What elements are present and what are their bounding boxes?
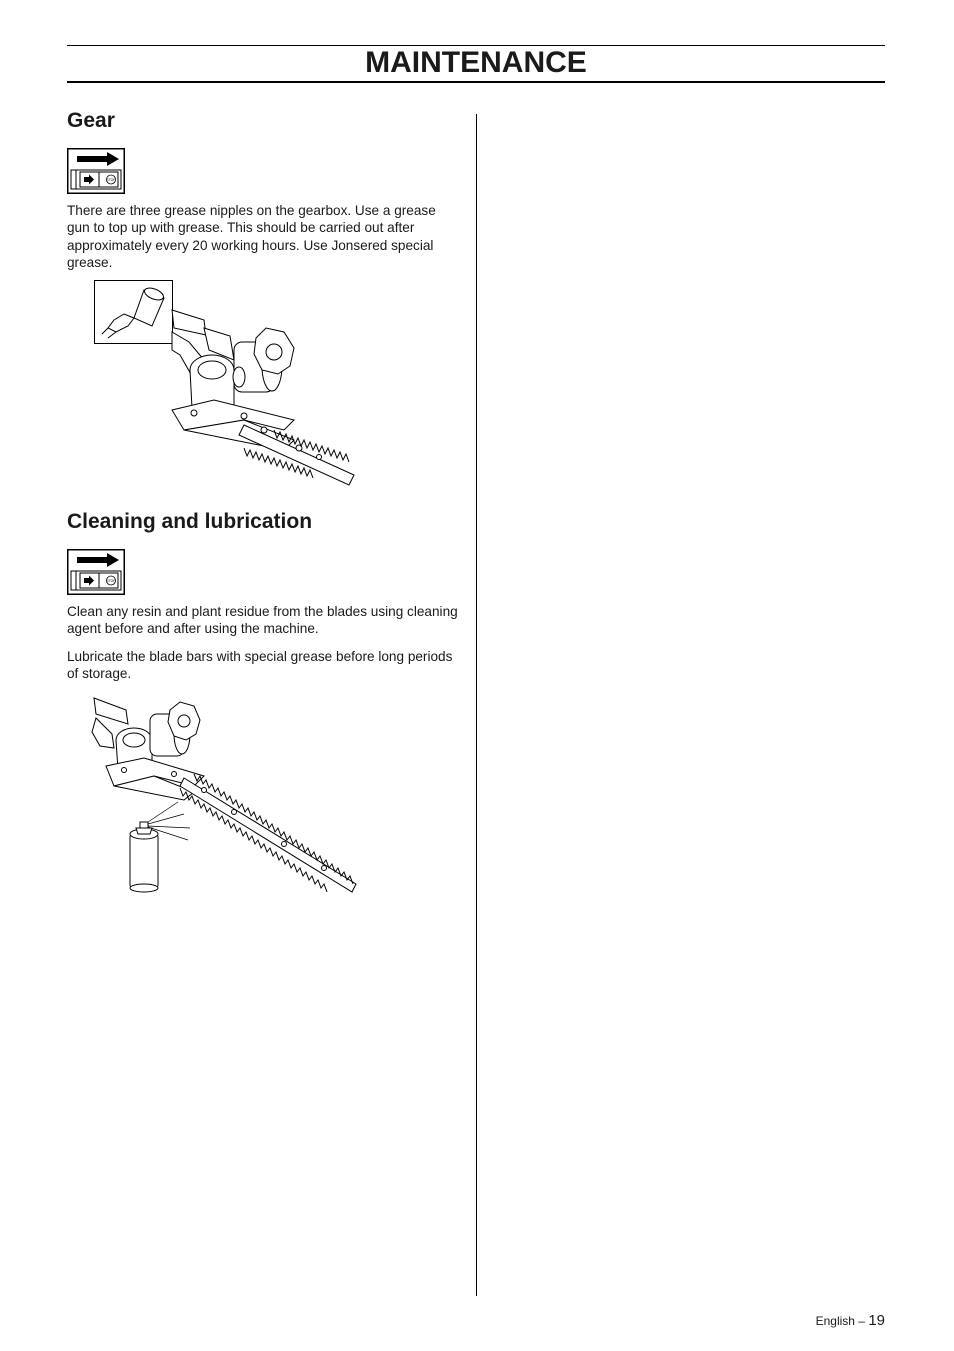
arrow-stop-icon — [67, 549, 125, 595]
footer-separator: – — [854, 1314, 869, 1328]
gearbox-grease-illustration — [94, 280, 364, 492]
page-number: 19 — [868, 1312, 885, 1329]
section-heading-cleaning: Cleaning and lubrication — [67, 510, 313, 533]
cleaning-paragraph-1: Clean any resin and plant residue from the blades using cleaning agent before and after using the machine. — [67, 604, 458, 637]
gear-paragraph: There are three grease nipples on the gearbox. Use a grease gun to top up with grease. This should be carried out after approximately every 20 working hours. Use Jonsered special grease. — [67, 203, 436, 271]
svg-text:STOP: STOP — [106, 579, 116, 583]
page-title: MAINTENANCE — [365, 46, 587, 79]
cleaning-paragraph-2: Lubricate the blade bars with special grease before long periods of storage. — [67, 649, 453, 682]
column-divider — [476, 114, 477, 1296]
svg-text:STOP: STOP — [106, 178, 116, 182]
footer-language: English — [815, 1314, 855, 1328]
header-rule-bottom — [67, 81, 885, 83]
arrow-stop-icon — [67, 148, 125, 194]
page-footer — [816, 1312, 885, 1330]
blade-lubrication-illustration — [84, 688, 360, 894]
section-heading-gear: Gear — [67, 109, 115, 132]
